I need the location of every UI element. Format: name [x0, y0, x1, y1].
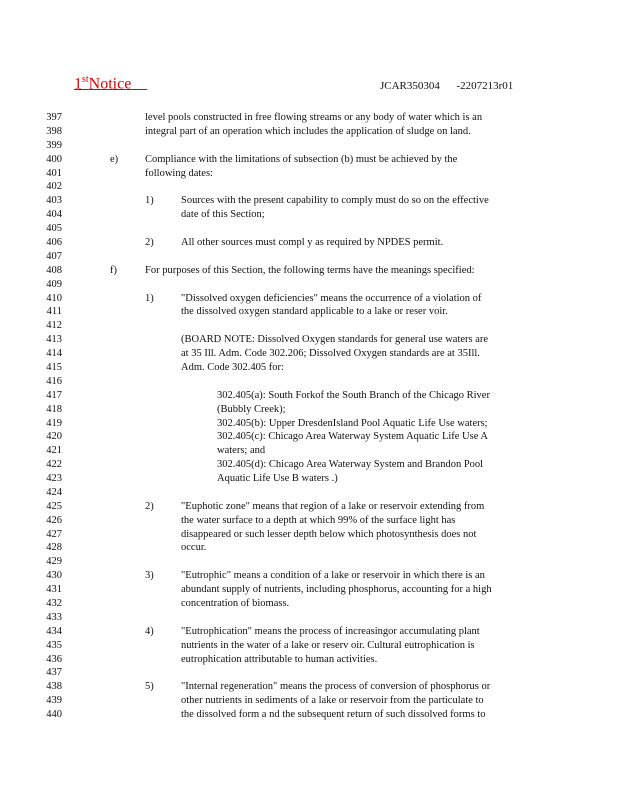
text-line: "Internal regeneration" means the process of conversion of phosphorus or — [181, 681, 491, 693]
notice-number: 1 — [74, 75, 82, 93]
text-line: integral part of an operation which includes the application of sludge on land. — [145, 125, 471, 137]
text-line: 302.405(b): Upper DresdenIsland Pool Aquatic Life Use waters; — [217, 417, 488, 429]
line-number: 403 — [46, 195, 62, 207]
jcar-code: JCAR350304 — [380, 80, 440, 92]
line-number: 424 — [46, 486, 62, 498]
line-number: 440 — [46, 709, 62, 721]
line-number: 410 — [46, 292, 62, 304]
line-number: 402 — [46, 181, 62, 193]
text-line: abundant supply of nutrients, including phosphorus, accounting for a high — [181, 584, 492, 596]
text-line: Aquatic Life Use B waters .) — [217, 473, 338, 484]
text-line: occur. — [181, 542, 207, 554]
line-number: 429 — [46, 556, 62, 568]
text-line: Adm. Code 302.405 for: — [181, 361, 284, 373]
line-number: 400 — [46, 153, 62, 165]
text-line: Compliance with the limitations of subsection (b) must be achieved by the — [145, 153, 458, 165]
text-line: the dissolved form a nd the subsequent return of such dissolved forms to — [181, 709, 486, 721]
text-line: waters; and — [217, 445, 266, 457]
text-line: the dissolved oxygen standard applicable to a lake or reser voir. — [181, 306, 448, 318]
item-marker: 1) — [145, 195, 154, 207]
line-number: 417 — [46, 389, 62, 401]
line-number: 408 — [46, 264, 62, 276]
text-line: "Dissolved oxygen deficiencies" means the occurrence of a violation of — [181, 292, 482, 304]
item-marker: e) — [110, 153, 119, 165]
doc-code: -2207213r01 — [456, 80, 514, 92]
notice-heading — [74, 74, 147, 93]
line-number: 435 — [46, 639, 62, 651]
text-line: All other sources must compl y as required by NPDES permit. — [181, 237, 444, 248]
item-marker: 2) — [145, 237, 154, 248]
text-line: other nutrients in sediments of a lake or reservoir from the particulate to — [181, 695, 484, 707]
line-number: 411 — [46, 306, 62, 318]
line-number: 416 — [46, 375, 62, 387]
text-line: (Bubbly Creek); — [217, 403, 286, 415]
item-marker: 1) — [145, 292, 154, 304]
text-line: following dates: — [145, 167, 213, 179]
line-number: 414 — [46, 348, 62, 359]
line-number: 428 — [46, 542, 62, 554]
text-line: 302.405(d): Chicago Area Waterway System and Brandon Pool — [217, 459, 484, 471]
item-marker: 2) — [145, 500, 154, 512]
line-number: 404 — [46, 209, 62, 221]
header-code — [380, 80, 513, 92]
line-number: 399 — [46, 139, 62, 151]
line-number: 437 — [46, 667, 62, 679]
text-line: 302.405(c): Chicago Area Waterway System Aquatic Life Use A — [217, 431, 489, 443]
line-number: 431 — [46, 584, 62, 596]
line-number: 434 — [46, 625, 62, 637]
text-line: level pools constructed in free flowing streams or any body of water which is an — [145, 112, 483, 123]
text-line: date of this Section; — [181, 209, 265, 221]
line-number: 420 — [46, 431, 62, 443]
line-number: 397 — [46, 112, 62, 123]
text-line: 302.405(a): South Forkof the South Branch of the Chicago River — [217, 389, 490, 401]
text-line: For purposes of this Section, the following terms have the meanings specified: — [145, 264, 475, 276]
text-line: at 35 Ill. Adm. Code 302.206; Dissolved Oxygen standards are at 35Ill. — [181, 348, 480, 359]
line-number: 418 — [46, 403, 62, 415]
item-marker: 5) — [145, 681, 154, 693]
line-number: 432 — [46, 598, 62, 609]
line-number: 427 — [46, 528, 62, 540]
notice-suffix: st — [82, 74, 89, 85]
text-line: concentration of biomass. — [181, 598, 290, 609]
line-number: 412 — [46, 320, 62, 332]
item-marker: f) — [110, 264, 117, 276]
line-number: 436 — [46, 653, 62, 665]
text-line: disappeared or such lesser depth below which photosynthesis does not — [181, 528, 477, 540]
text-line: "Euphotic zone" means that region of a lake or reservoir extending from — [181, 500, 485, 512]
notice-label: Notice — [88, 75, 132, 93]
line-number: 415 — [46, 361, 62, 373]
text-line: (BOARD NOTE: Dissolved Oxygen standards for general use waters are — [181, 334, 489, 346]
item-marker: 4) — [145, 625, 154, 637]
line-number: 398 — [46, 125, 62, 137]
text-line: "Eutrophication" means the process of increasingor accumulating plant — [181, 625, 480, 637]
line-number: 413 — [46, 334, 62, 346]
line-number: 438 — [46, 681, 62, 693]
item-marker: 3) — [145, 570, 154, 582]
line-number: 421 — [46, 445, 62, 457]
line-number: 405 — [46, 223, 62, 235]
line-number: 426 — [46, 514, 62, 526]
line-number: 430 — [46, 570, 62, 582]
line-number: 407 — [46, 250, 62, 262]
text-line: "Eutrophic" means a condition of a lake or reservoir in which there is an — [181, 570, 485, 582]
line-number: 433 — [46, 611, 62, 623]
line-number: 419 — [46, 417, 62, 429]
text-line: nutrients in the water of a lake or reserv oir. Cultural eutrophication is — [181, 639, 475, 651]
line-number: 406 — [46, 237, 62, 248]
text-line: Sources with the present capability to comply must do so on the effective — [181, 195, 489, 207]
text-line: the water surface to a depth at which 99% of the surface light has — [181, 514, 456, 526]
line-number: 423 — [46, 473, 62, 484]
line-number: 422 — [46, 459, 62, 471]
line-number: 401 — [46, 167, 62, 179]
line-number: 439 — [46, 695, 62, 707]
text-line: eutrophication attributable to human activities. — [181, 653, 378, 665]
line-number: 425 — [46, 500, 62, 512]
line-number: 409 — [46, 278, 62, 290]
